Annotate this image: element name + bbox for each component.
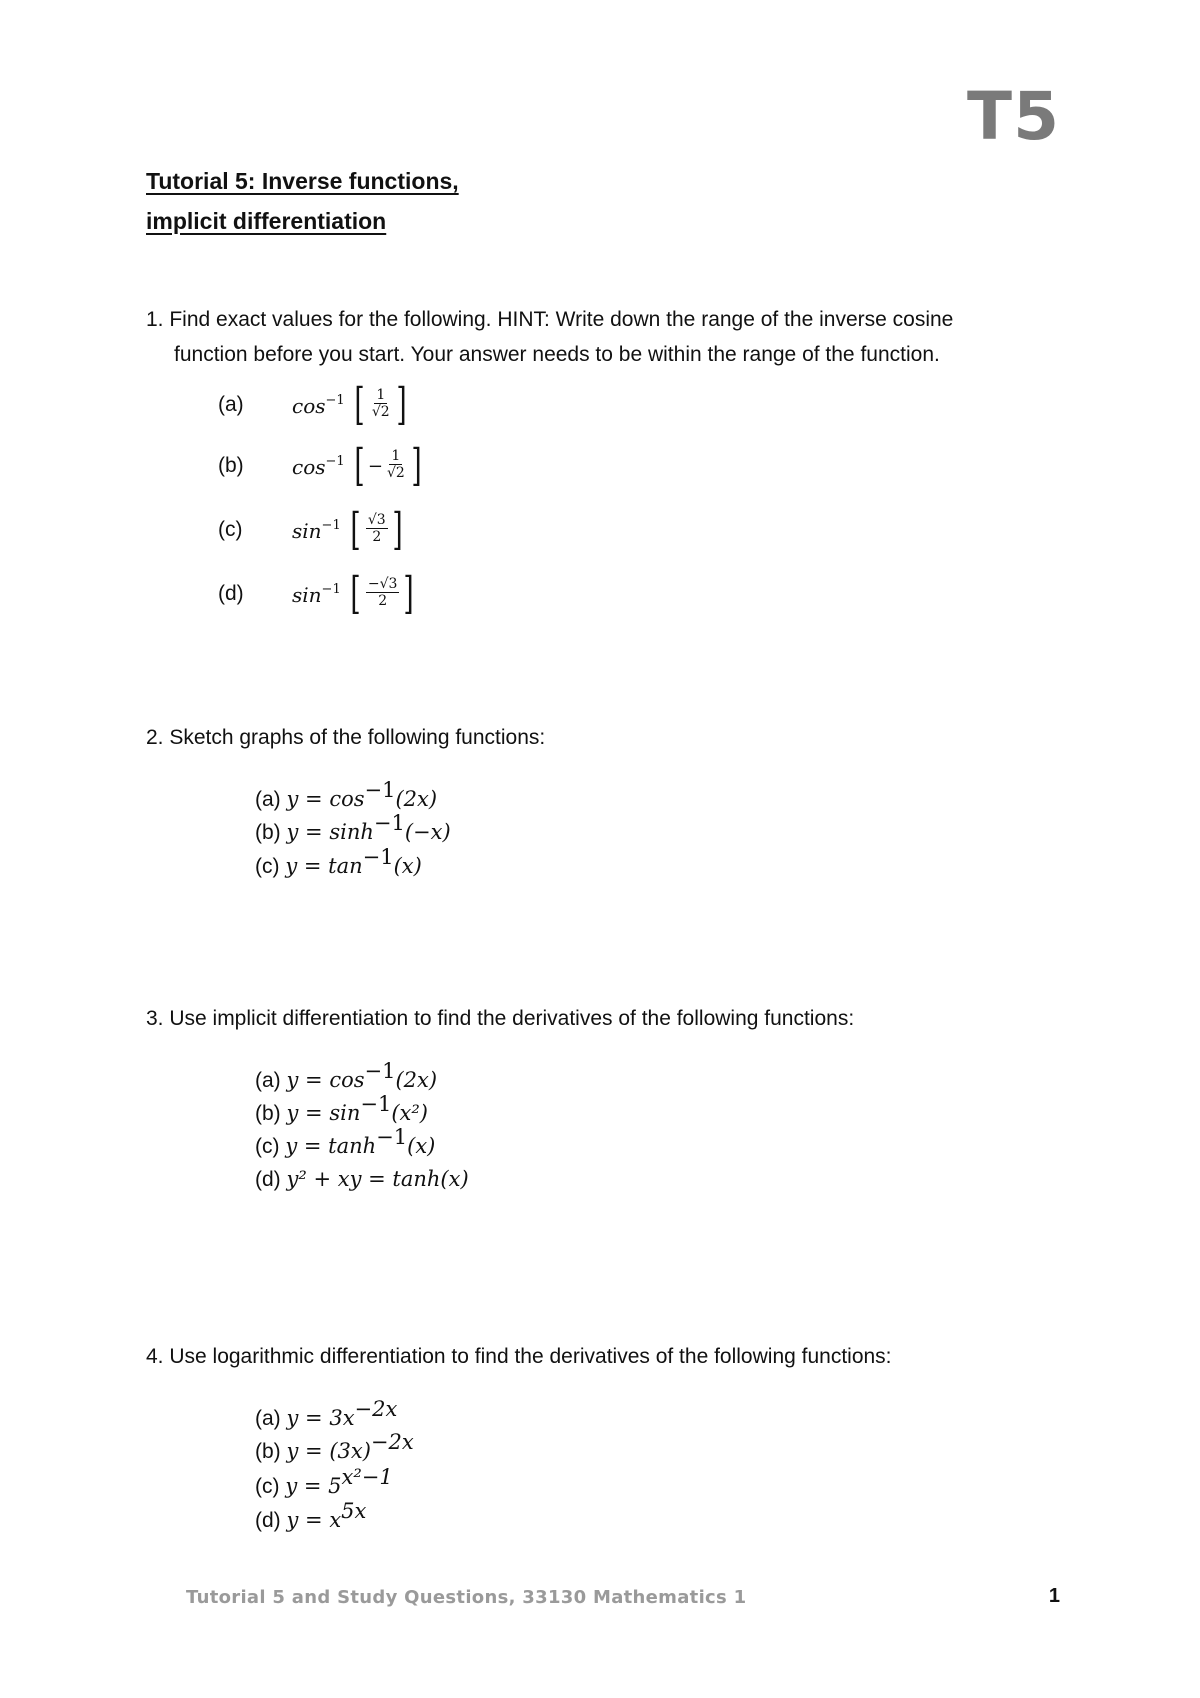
- q3-item-d: (d) y² + xy = tanh(x): [255, 1167, 469, 1191]
- q1-item-function: $\cos^{-1}$: [292, 453, 345, 479]
- q1-item-label: (b): [218, 454, 244, 477]
- q1-item-b: [218, 441, 425, 491]
- q1-item-d: [218, 569, 418, 619]
- q1-item-bracket: [ $\frac{-√3}{2}$ ]: [350, 568, 415, 619]
- page-number: 1: [1048, 1585, 1060, 1607]
- footer-text: Tutorial 5 and Study Questions, 33130 Mathematics 1: [186, 1587, 747, 1608]
- q1-item-label: (a): [218, 393, 244, 416]
- tutorial-badge: T5: [967, 78, 1060, 155]
- q1-item-label: (d): [218, 582, 244, 605]
- q3-item-b: (b) $y = \sin^{-1}(x^2)$: [255, 1092, 428, 1125]
- q2-item-c: (c) $y = \tan^{-1}(x)$: [255, 845, 422, 878]
- q1-item-function: $\cos^{-1}$: [292, 392, 345, 418]
- q1-item-bracket: [ − $\frac{1}{√2}$ ]: [354, 440, 422, 491]
- q3-heading: 3. Use implicit differentiation to find the derivatives of the following functions:: [146, 1007, 855, 1030]
- q4-item-c: (c) $y = 5^{x^2-1}$: [255, 1465, 393, 1498]
- q1-item-bracket: [ $\frac{√3}{2}$ ]: [350, 504, 403, 555]
- q3-item-c: (c) $y = \tanh^{-1}(x)$: [255, 1125, 436, 1158]
- q3-item-a: (a) $y = \cos^{-1}(2x)$: [255, 1059, 438, 1092]
- q2-item-a: (a) $y = \cos^{-1}(2x)$: [255, 778, 438, 811]
- q1-item-fraction: $\frac{-√3}{2}$: [367, 576, 398, 609]
- q1-item-function: $\sin^{-1}$: [292, 581, 341, 607]
- q1-item-function: $\sin^{-1}$: [292, 517, 341, 543]
- q2-heading: 2. Sketch graphs of the following functions:: [146, 726, 546, 749]
- q1-item-fraction: $\frac{1}{√2}$: [371, 387, 390, 420]
- page-title-line-2: implicit differentiation: [146, 208, 387, 234]
- q2-item-b: (b) $y = \sinh^{-1}(-x)$: [255, 811, 451, 844]
- q4-item-b: (b) $y = (3x)^{-2x}$: [255, 1430, 414, 1463]
- q1-item-label: (c): [218, 518, 243, 541]
- q4-item-d: (d) $y = x^{5x}$: [255, 1499, 367, 1532]
- q4-heading: 4. Use logarithmic differentiation to find the derivatives of the following functions:: [146, 1345, 892, 1368]
- q1-item-bracket: [ $\frac{1}{√2}$ ]: [354, 379, 407, 430]
- q1-item-a: [218, 380, 410, 430]
- q1-item-fraction: $\frac{√3}{2}$: [367, 512, 386, 545]
- q1-item-c: [218, 505, 406, 555]
- page-title-line-1: Tutorial 5: Inverse functions,: [146, 168, 459, 194]
- q1-text-line-2: function before you start. Your answer needs to be within the range of the function.: [174, 343, 940, 366]
- q1-item-fraction: $\frac{1}{√2}$: [386, 448, 405, 481]
- q1-text-line-1: 1. Find exact values for the following. HINT: Write down the range of the inverse cosine: [146, 308, 954, 331]
- q4-item-a: (a) $y = 3x^{-2x}$: [255, 1397, 398, 1430]
